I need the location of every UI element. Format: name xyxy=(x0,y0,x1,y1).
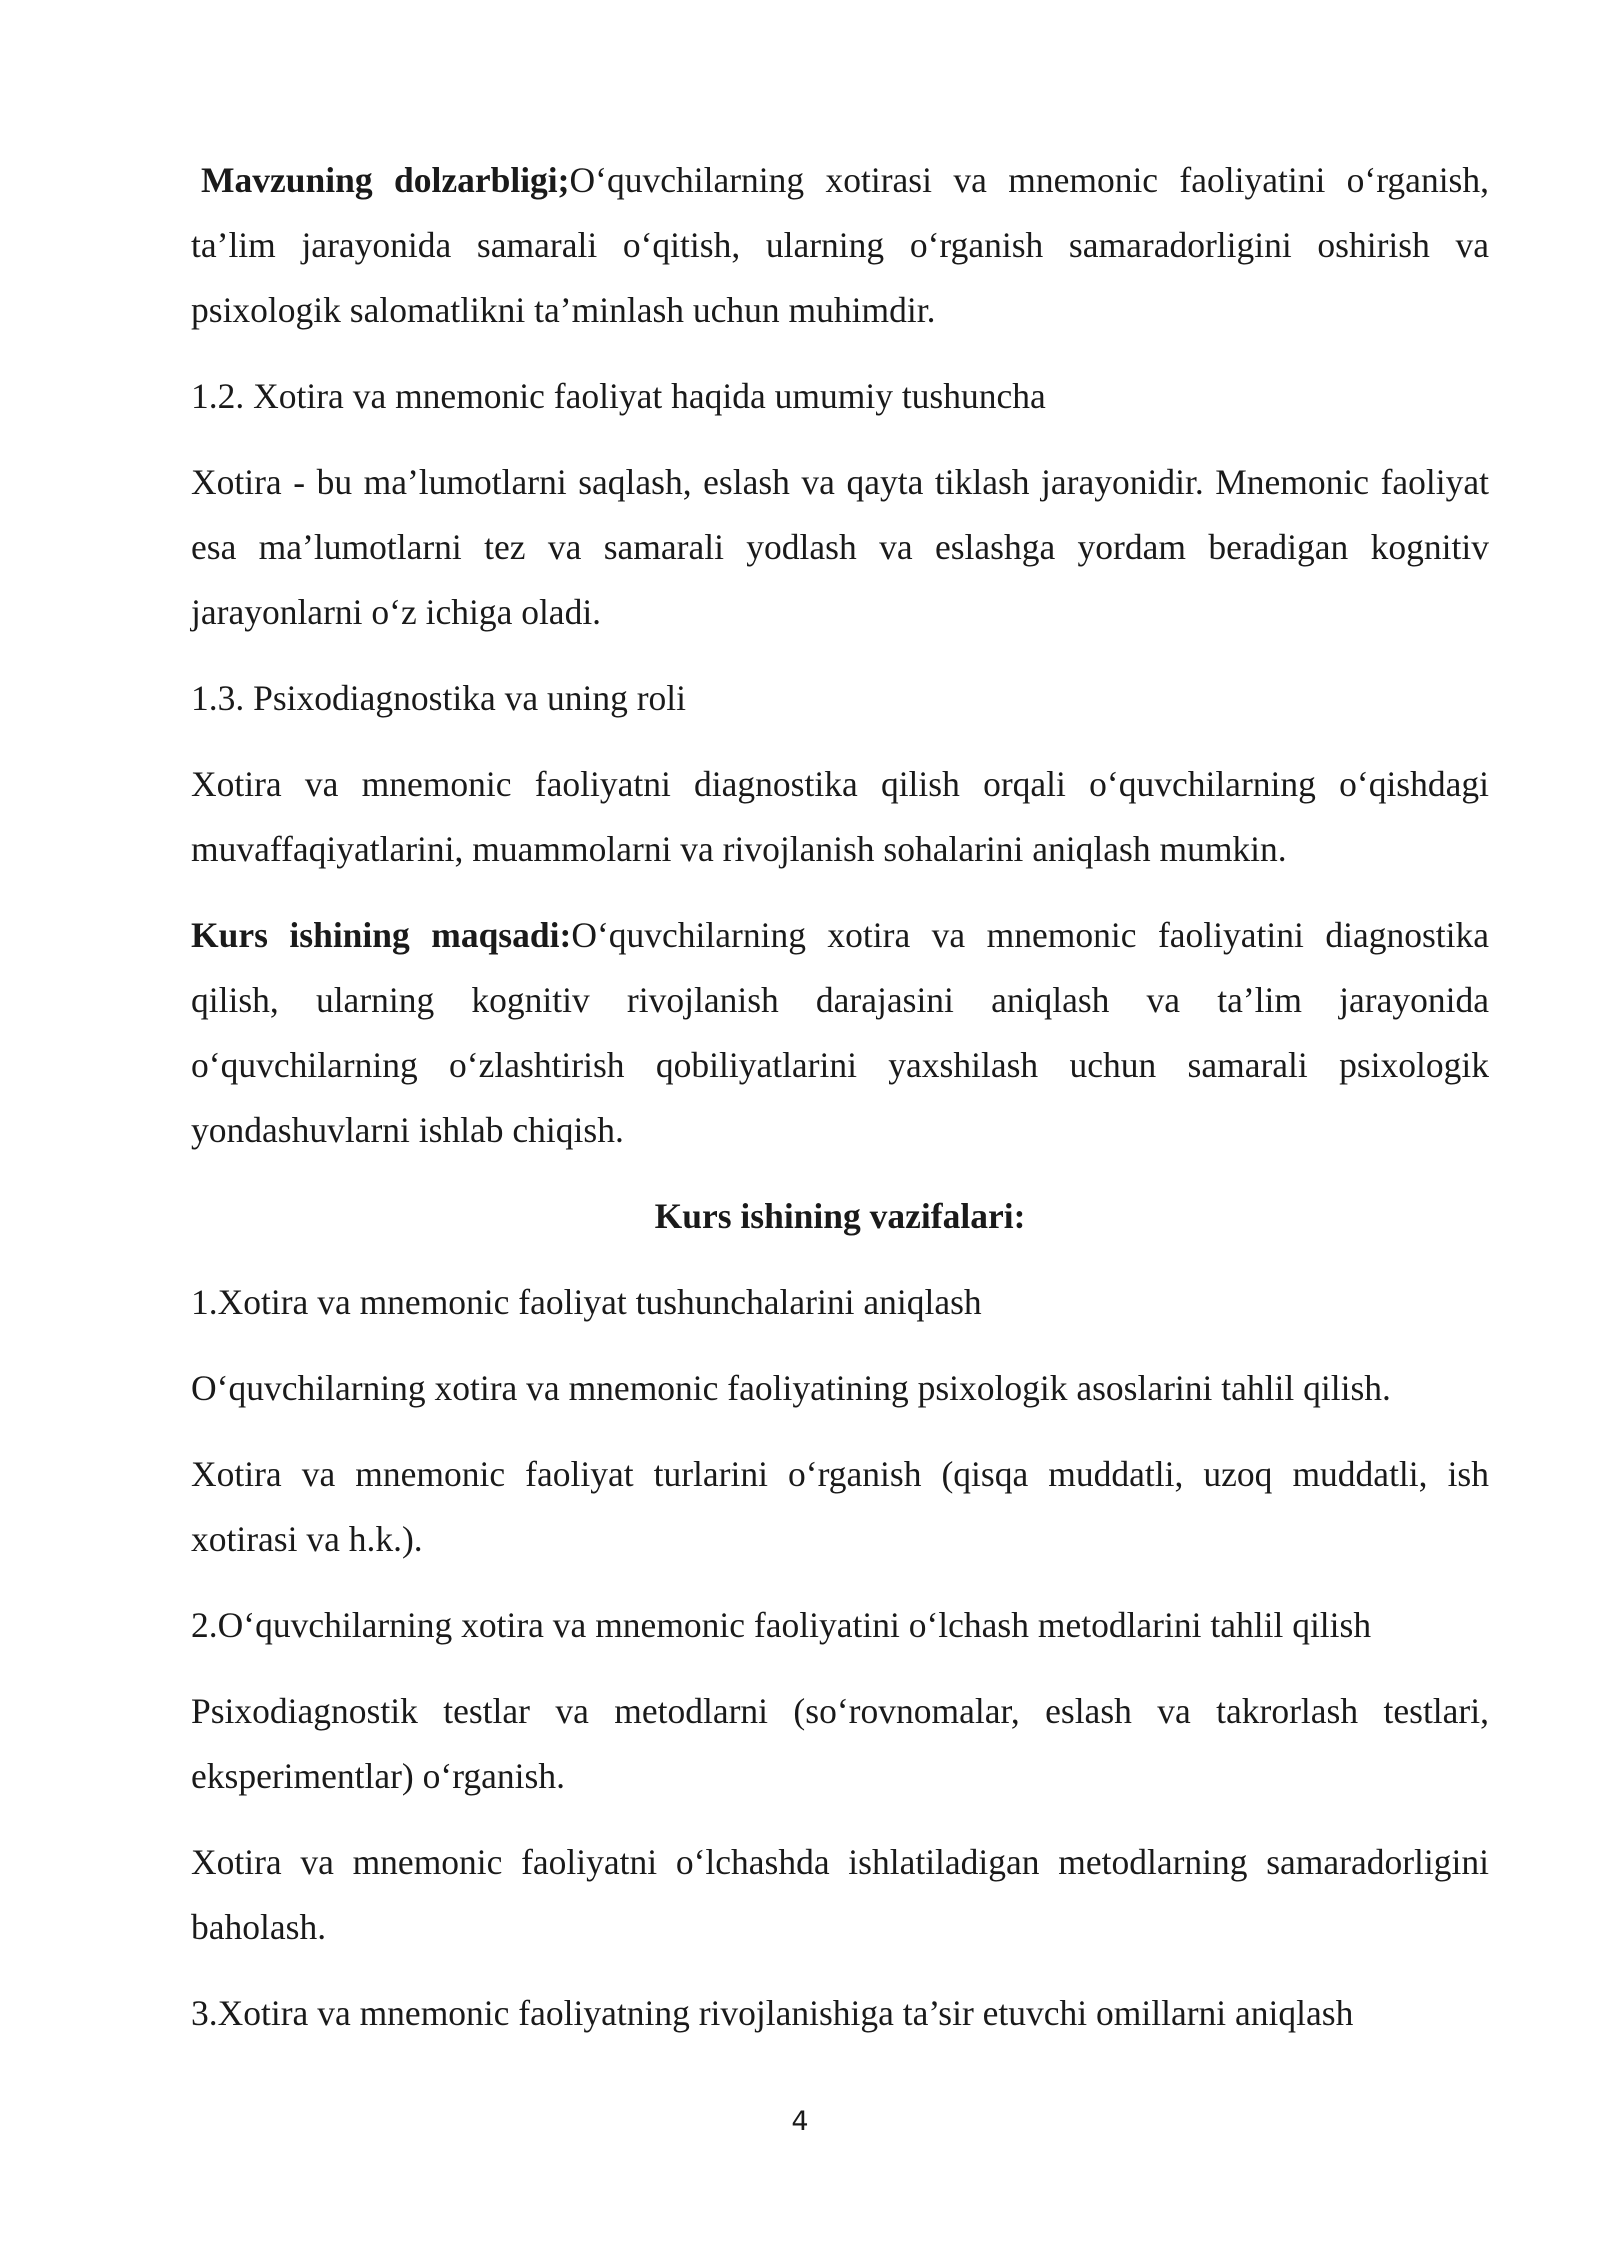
goal-paragraph xyxy=(191,903,1489,1163)
task-1-title: 1.Xotira va mnemonic faoliyat tushunchalarini aniqlash xyxy=(191,1282,982,1322)
page-content xyxy=(191,148,1489,2046)
relevance-lead: Mavzuning dolzarbligi; xyxy=(201,160,570,200)
task-2-item: Xotira va mnemonic faoliyatni o‘lchashda ishlatiladigan metodlarning samaradorligini baholash. xyxy=(191,1842,1489,1947)
goal-lead: Kurs ishining maqsadi: xyxy=(191,915,572,955)
task-2-title: 2.O‘quvchilarning xotira va mnemonic faoliyatini o‘lchash metodlarini tahlil qilish xyxy=(191,1605,1372,1645)
section-1-2-heading: 1.2. Xotira va mnemonic faoliyat haqida umumiy tushuncha xyxy=(191,376,1046,416)
task-2-item: Psixodiagnostik testlar va metodlarni (so‘rovnomalar, eslash va takrorlash testlari, eksperimentlar) o‘rganish. xyxy=(191,1691,1489,1796)
section-1-3-heading: 1.3. Psixodiagnostika va uning roli xyxy=(191,678,687,718)
section-1-3-text: Xotira va mnemonic faoliyatni diagnostika qilish orqali o‘quvchilarning o‘qishdagi muvaffaqiyatlarini, muammolarni va rivojlanish sohalarini aniqlash mumkin. xyxy=(191,764,1489,869)
task-1-item: Xotira va mnemonic faoliyat turlarini o‘rganish (qisqa muddatli, uzoq muddatli, ish xotirasi va h.k.). xyxy=(191,1454,1489,1559)
task-1-item: O‘quvchilarning xotira va mnemonic faoliyatining psixologik asoslarini tahlil qilish. xyxy=(191,1368,1391,1408)
relevance-text: O‘quvchilarning xotirasi va mnemonic faoliyatini o‘rganish, ta’lim jarayonida samarali o‘qitish, ularning o‘rganish samaradorligini oshirish va psixologik salomatlikni ta’minlash uchun muhimdir. xyxy=(191,160,1489,330)
task-3-title: 3.Xotira va mnemonic faoliyatning rivojlanishiga ta’sir etuvchi omillarni aniqlash xyxy=(191,1993,1354,2033)
page-number: 4 xyxy=(791,2106,809,2137)
section-1-2-text: Xotira - bu ma’lumotlarni saqlash, eslash va qayta tiklash jarayonidir. Mnemonic faoliyat esa ma’lumotlarni tez va samarali yodlash va eslashga yordam beradigan kognitiv jarayonlarni o‘z ichiga oladi. xyxy=(191,462,1489,632)
relevance-paragraph xyxy=(191,148,1489,343)
tasks-heading: Kurs ishining vazifalari: xyxy=(654,1196,1026,1236)
goal-text: O‘quvchilarning xotira va mnemonic faoliyatini diagnostika qilish, ularning kognitiv rivojlanish darajasini aniqlash va ta’lim jarayonida o‘quvchilarning o‘zlashtirish qobiliyatlarini yaxshilash uchun samarali psixologik yondashuvlarni ishlab chiqish. xyxy=(191,915,1489,1150)
